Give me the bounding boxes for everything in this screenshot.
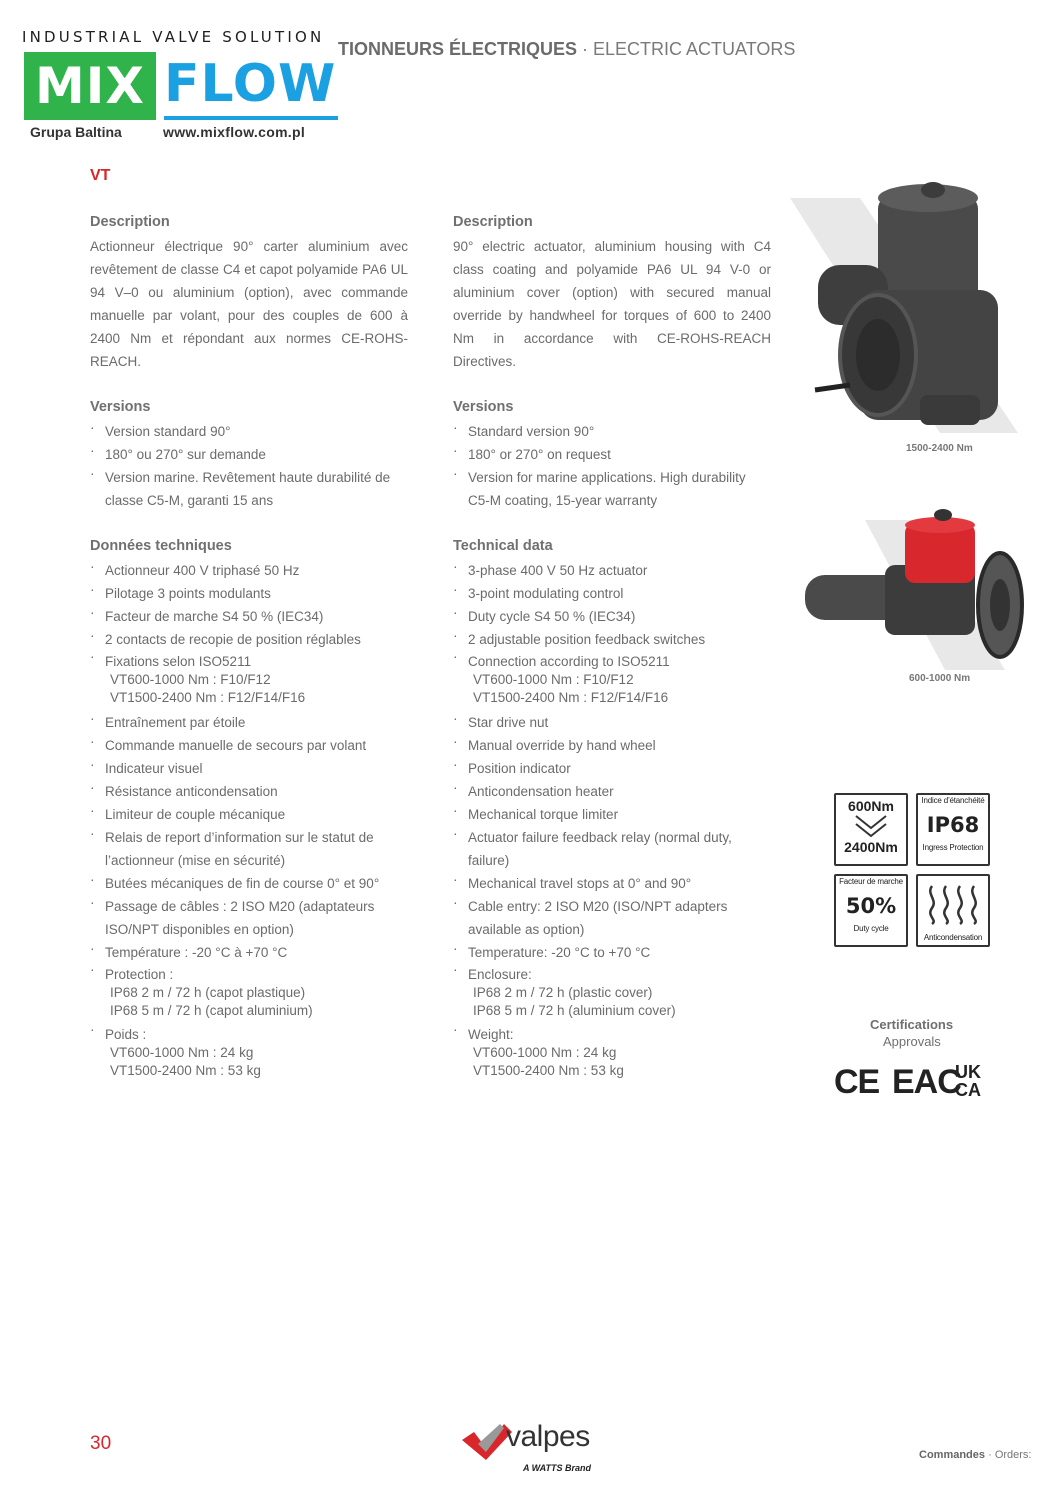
en-tech-list [453, 559, 771, 1084]
logo-flow: FLOW [164, 52, 338, 120]
certification-marks [834, 1063, 994, 1103]
list-item-text: Poids : [105, 1027, 147, 1042]
list-item: · 180° ou 270° sur demande [90, 443, 408, 466]
title-separator: · [577, 39, 594, 59]
eac-mark: EAC [892, 1063, 961, 1101]
small-image-caption: 600-1000 Nm [909, 673, 971, 684]
ip-label: Indice d’étanchéité [921, 796, 985, 805]
fr-tech-title: Données techniques [90, 538, 232, 554]
torque-min: 600Nm [848, 798, 894, 814]
ip-sub: Ingress Protection [922, 843, 984, 852]
ip-value: IP68 [926, 813, 980, 837]
list-item: · Mechanical torque limiter [453, 803, 771, 826]
certifications-title: Certifications [870, 1017, 954, 1032]
list-item: · Passage de câbles : 2 ISO M20 (adaptateurs ISO/NPT disponibles en option) [90, 895, 408, 941]
actuator-small-image [805, 505, 1030, 670]
sub-item: VT1500-2400 Nm : F12/F14/F16 [473, 690, 669, 705]
brand-subtitle: A WATTS Brand [523, 1463, 591, 1473]
list-item: · Manual override by hand wheel [453, 734, 771, 757]
list-item: · Version standard 90° [90, 420, 408, 443]
sub-item: VT1500-2400 Nm : 53 kg [473, 1063, 624, 1078]
sub-item: VT1500-2400 Nm : 53 kg [110, 1063, 261, 1078]
brand-name: valpes [506, 1420, 590, 1453]
list-item: · Star drive nut [453, 711, 771, 734]
list-item [90, 1024, 408, 1084]
logo-group: Grupa Baltina [30, 124, 122, 140]
list-item-text: Protection : [105, 967, 174, 982]
en-versions-title: Versions [453, 399, 514, 415]
list-item: · Facteur de marche S4 50 % (IEC34) [90, 605, 408, 628]
list-item-text: Weight: [468, 1027, 514, 1042]
duty-sub: Duty cycle [853, 924, 889, 933]
list-item: · Limiteur de couple mécanique [90, 803, 408, 826]
sub-item: VT600-1000 Nm : 24 kg [473, 1045, 617, 1060]
sub-item: IP68 5 m / 72 h (aluminium cover) [473, 1003, 676, 1018]
list-item: · Résistance anticondensation [90, 780, 408, 803]
sub-item: IP68 2 m / 72 h (capot plastique) [110, 985, 306, 1000]
ukca-bottom: CA [955, 1080, 981, 1100]
list-item: · Actionneur 400 V triphasé 50 Hz [90, 559, 408, 582]
anticondensation-badge [916, 874, 990, 947]
en-versions-list [453, 420, 771, 512]
list-item [453, 651, 771, 711]
list-item: · Mechanical travel stops at 0° and 90° [453, 872, 771, 895]
list-item: · Butées mécaniques de fin de course 0° et 90° [90, 872, 408, 895]
anti-label: Anticondensation [923, 933, 983, 942]
logo-mix: MIX [24, 52, 156, 120]
list-item [453, 1024, 771, 1084]
certifications-subtitle: Approvals [883, 1034, 941, 1049]
title-en: ELECTRIC ACTUATORS [593, 39, 796, 59]
sub-item: VT600-1000 Nm : F10/F12 [110, 672, 271, 687]
page-number: 30 [90, 1433, 112, 1454]
fr-description: Actionneur électrique 90° carter aluminium avec revêtement de classe C4 et capot polyamide PA6 UL 94 V–0 ou aluminium (option), avec commande manuelle par volant, pour des couples de 600 à 2400 Nm et répondant aux normes CE-ROHS-REACH. [90, 239, 408, 369]
list-item: · Standard version 90° [453, 420, 771, 443]
list-item: · Version marine. Revêtement haute durabilité de classe C5-M, garanti 15 ans [90, 466, 408, 512]
list-item: · Anticondensation heater [453, 780, 771, 803]
page-title [338, 39, 795, 60]
ukca-mark [955, 1063, 981, 1099]
product-code: VT [90, 167, 111, 184]
sub-item: VT600-1000 Nm : 24 kg [110, 1045, 254, 1060]
list-item: · 180° or 270° on request [453, 443, 771, 466]
fr-description-title: Description [90, 214, 170, 230]
list-item-text: Connection according to ISO5211 [468, 654, 670, 669]
list-item: · 2 adjustable position feedback switches [453, 628, 771, 651]
list-item: · Indicateur visuel [90, 757, 408, 780]
en-tech-title: Technical data [453, 538, 553, 554]
list-item: · Pilotage 3 points modulants [90, 582, 408, 605]
ip-badge [916, 793, 990, 866]
list-item: · Commande manuelle de secours par volant [90, 734, 408, 757]
list-item [90, 651, 408, 711]
ce-mark: CE [834, 1063, 880, 1101]
sub-item: IP68 5 m / 72 h (capot aluminium) [110, 1003, 313, 1018]
list-item: · Temperature: -20 °C to +70 °C [453, 941, 771, 964]
title-fr: TIONNEURS ÉLECTRIQUES [338, 39, 578, 59]
logo-tagline: INDUSTRIAL VALVE SOLUTION [22, 28, 325, 46]
list-item-text: Fixations selon ISO5211 [105, 654, 252, 669]
torque-badge [834, 793, 908, 866]
orders-label [919, 1449, 1032, 1461]
actuator-large-image [790, 180, 1020, 435]
list-item: · Entraînement par étoile [90, 711, 408, 734]
duty-badge [834, 874, 908, 947]
list-item: · Température : -20 °C à +70 °C [90, 941, 408, 964]
list-item [90, 964, 408, 1024]
ukca-top: UK [955, 1062, 981, 1082]
duty-label: Facteur de marche [839, 877, 903, 886]
logo-website[interactable]: www.mixflow.com.pl [163, 124, 306, 140]
heat-waves-icon [924, 882, 982, 926]
en-description: 90° electric actuator, aluminium housing with C4 class coating and polyamide PA6 UL 94 V-0 or aluminium cover (option) with secured manual override by handwheel for torques of 600 to 2400 Nm in accordance with CE-ROHS-REACH Directives. [453, 239, 771, 369]
orders-en: Orders: [994, 1449, 1032, 1461]
large-image-caption: 1500-2400 Nm [906, 443, 973, 454]
orders-separator: · [985, 1449, 995, 1461]
torque-max: 2400Nm [844, 839, 898, 855]
list-item: · Duty cycle S4 50 % (IEC34) [453, 605, 771, 628]
list-item: · 3-point modulating control [453, 582, 771, 605]
list-item: · Cable entry: 2 ISO M20 (ISO/NPT adapters available as option) [453, 895, 771, 941]
list-item: · Position indicator [453, 757, 771, 780]
en-description-title: Description [453, 214, 533, 230]
list-item: · Actuator failure feedback relay (normal duty, failure) [453, 826, 771, 872]
list-item [453, 964, 771, 1024]
orders-fr: Commandes [919, 1449, 986, 1461]
fr-tech-list [90, 559, 408, 1084]
list-item: · Version for marine applications. High durability C5-M coating, 15-year warranty [453, 466, 771, 512]
list-item: · Relais de report d’information sur le statut de l’actionneur (mise en sécurité) [90, 826, 408, 872]
sub-item: VT1500-2400 Nm : F12/F14/F16 [110, 690, 306, 705]
sub-item: IP68 2 m / 72 h (plastic cover) [473, 985, 653, 1000]
list-item: · 2 contacts de recopie de position réglables [90, 628, 408, 651]
list-item: · 3-phase 400 V 50 Hz actuator [453, 559, 771, 582]
fr-versions-list [90, 420, 408, 512]
chevron-down-icon [854, 814, 888, 838]
list-item-text: Enclosure: [468, 967, 532, 982]
fr-versions-title: Versions [90, 399, 151, 415]
sub-item: VT600-1000 Nm : F10/F12 [473, 672, 634, 687]
duty-value: 50% [845, 894, 897, 918]
